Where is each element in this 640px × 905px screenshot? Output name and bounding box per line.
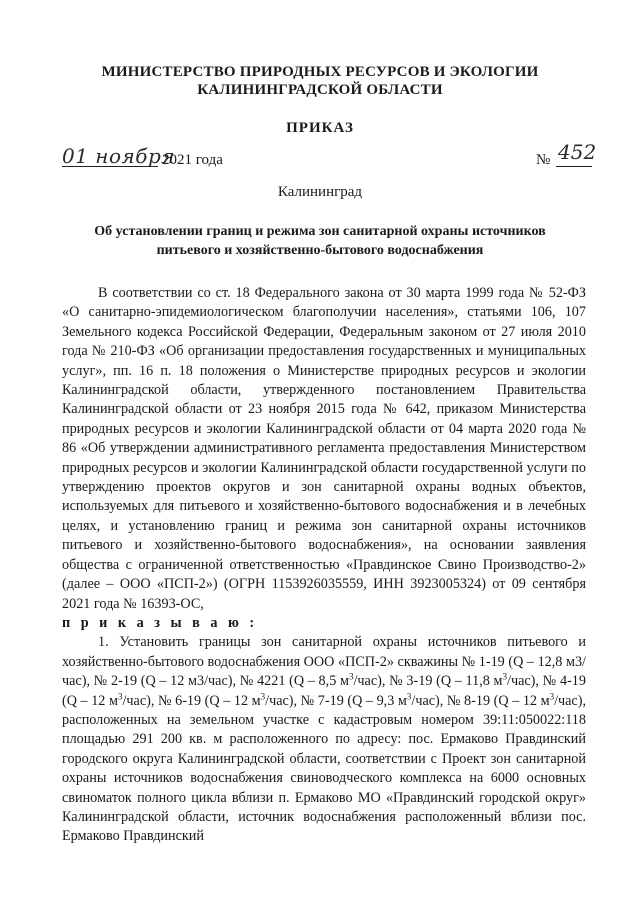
order-body bbox=[62, 284, 586, 847]
superscript: 3 bbox=[260, 690, 266, 701]
preamble-paragraph: В соответствии со ст. 18 Федерального закона от 30 марта 1999 года № 52-ФЗ «О санитарно-эпидемиологическом благополучии населения», статьями 106, 107 Земельного кодекса Российской Федерации, Федеральным законом от 27 июля 2010 года № 210-ФЗ «Об организации предоставления государственных и муниципальных услуг», пп. 16 п. 18 положения о Министерстве природных ресурсов и экологии Калининградской области, утвержденного постановлением Правительства Калининградской области от 23 ноября 2015 года № 642, приказом Министерства природных ресурсов и экологии Калининградской области от 04 марта 2020 года № 86 «Об утверждении административного регламента предоставления Министерством природных ресурсов и экологии Калининградской области государственной услуги по утверждению проектов округов и зон санитарной охраны водных объектов, используемых для питьевого и хозяйственно-бытового водоснабжения и в лечебных целях, и установлению границ и режима зон санитарной охраны источников питьевого и хозяйственно-бытового водоснабжения», на основании заявления общества с ограниченной ответственностью «Правдинское Свино Производство-2» (далее – ООО «ПСП-2») (ОГРН 1153926035559, ИНН 3923005324) от 09 сентября 2021 года № 16393-ОС, bbox=[62, 285, 586, 612]
prikazyvayu-line bbox=[62, 614, 586, 633]
ministry-header bbox=[60, 63, 580, 99]
item-1-text: /час), № 6-19 (Q – 12 м bbox=[122, 692, 261, 709]
superscript: 3 bbox=[549, 690, 555, 701]
ministry-line-2: КАЛИНИНГРАДСКОЙ ОБЛАСТИ bbox=[197, 82, 443, 98]
subject-line-2: питьевого и хозяйственно-бытового водоснабжения bbox=[156, 243, 484, 258]
city: Калининград bbox=[277, 184, 363, 200]
order-title: ПРИКАЗ bbox=[286, 120, 354, 136]
item-1-text: /час), № 4-19 (Q – 12 м bbox=[62, 673, 586, 709]
superscript: 3 bbox=[117, 690, 123, 701]
date-underline bbox=[62, 166, 158, 167]
prikazyvayu: п р и к а з ы в а ю : bbox=[62, 614, 258, 631]
number-label: № bbox=[536, 152, 551, 168]
handwritten-number: 452 bbox=[558, 140, 597, 164]
item-1-text: /час), № 7-19 (Q – 9,3 м bbox=[265, 692, 407, 709]
item-1-text: /час), № 8-19 (Q – 12 м bbox=[411, 692, 550, 709]
item-1-text: 1. Установить границы зон санитарной охраны источников питьевого и хозяйственно-бытового водоснабжения ООО «ПСП-2» скважины № 1-19 (Q – 12,8 м3/час), № 2-19 (Q – 12 м3/час), № 4221 (Q – 8,5 м bbox=[62, 634, 586, 690]
item-1-paragraph bbox=[62, 633, 586, 846]
superscript: 3 bbox=[502, 671, 508, 682]
handwritten-date: 01 ноября bbox=[62, 144, 176, 168]
date-number-row bbox=[62, 140, 597, 174]
superscript: 3 bbox=[406, 690, 412, 701]
item-1-text: /час), № 3-19 (Q – 11,8 м bbox=[353, 673, 503, 690]
order-subject bbox=[80, 222, 560, 260]
number-underline bbox=[556, 166, 592, 167]
superscript: 3 bbox=[348, 671, 354, 682]
subject-line-1: Об установлении границ и режима зон санитарной охраны источников bbox=[94, 224, 546, 239]
ministry-line-1: МИНИСТЕРСТВО ПРИРОДНЫХ РЕСУРСОВ И ЭКОЛОГИИ bbox=[101, 64, 539, 80]
item-1-text: /час), расположенных на земельном участке с кадастровым номером 39:11:050022:118 площадью 291 200 кв. м расположенного по адресу: пос. Ермаково Правдинский городского округа Калининградской области, соответствии с Проект зон санитарной охраны источников водоснабжения свиноводческого комплекса на 6000 основных свиноматок полного цикла вблизи п. Ермаково МО «Правдинский городской округ» Калининградской области, источник водоснабжения расположенный вблизи пос. Ермаково Правдинский bbox=[62, 692, 587, 845]
date-year: 2021 года bbox=[162, 152, 223, 168]
